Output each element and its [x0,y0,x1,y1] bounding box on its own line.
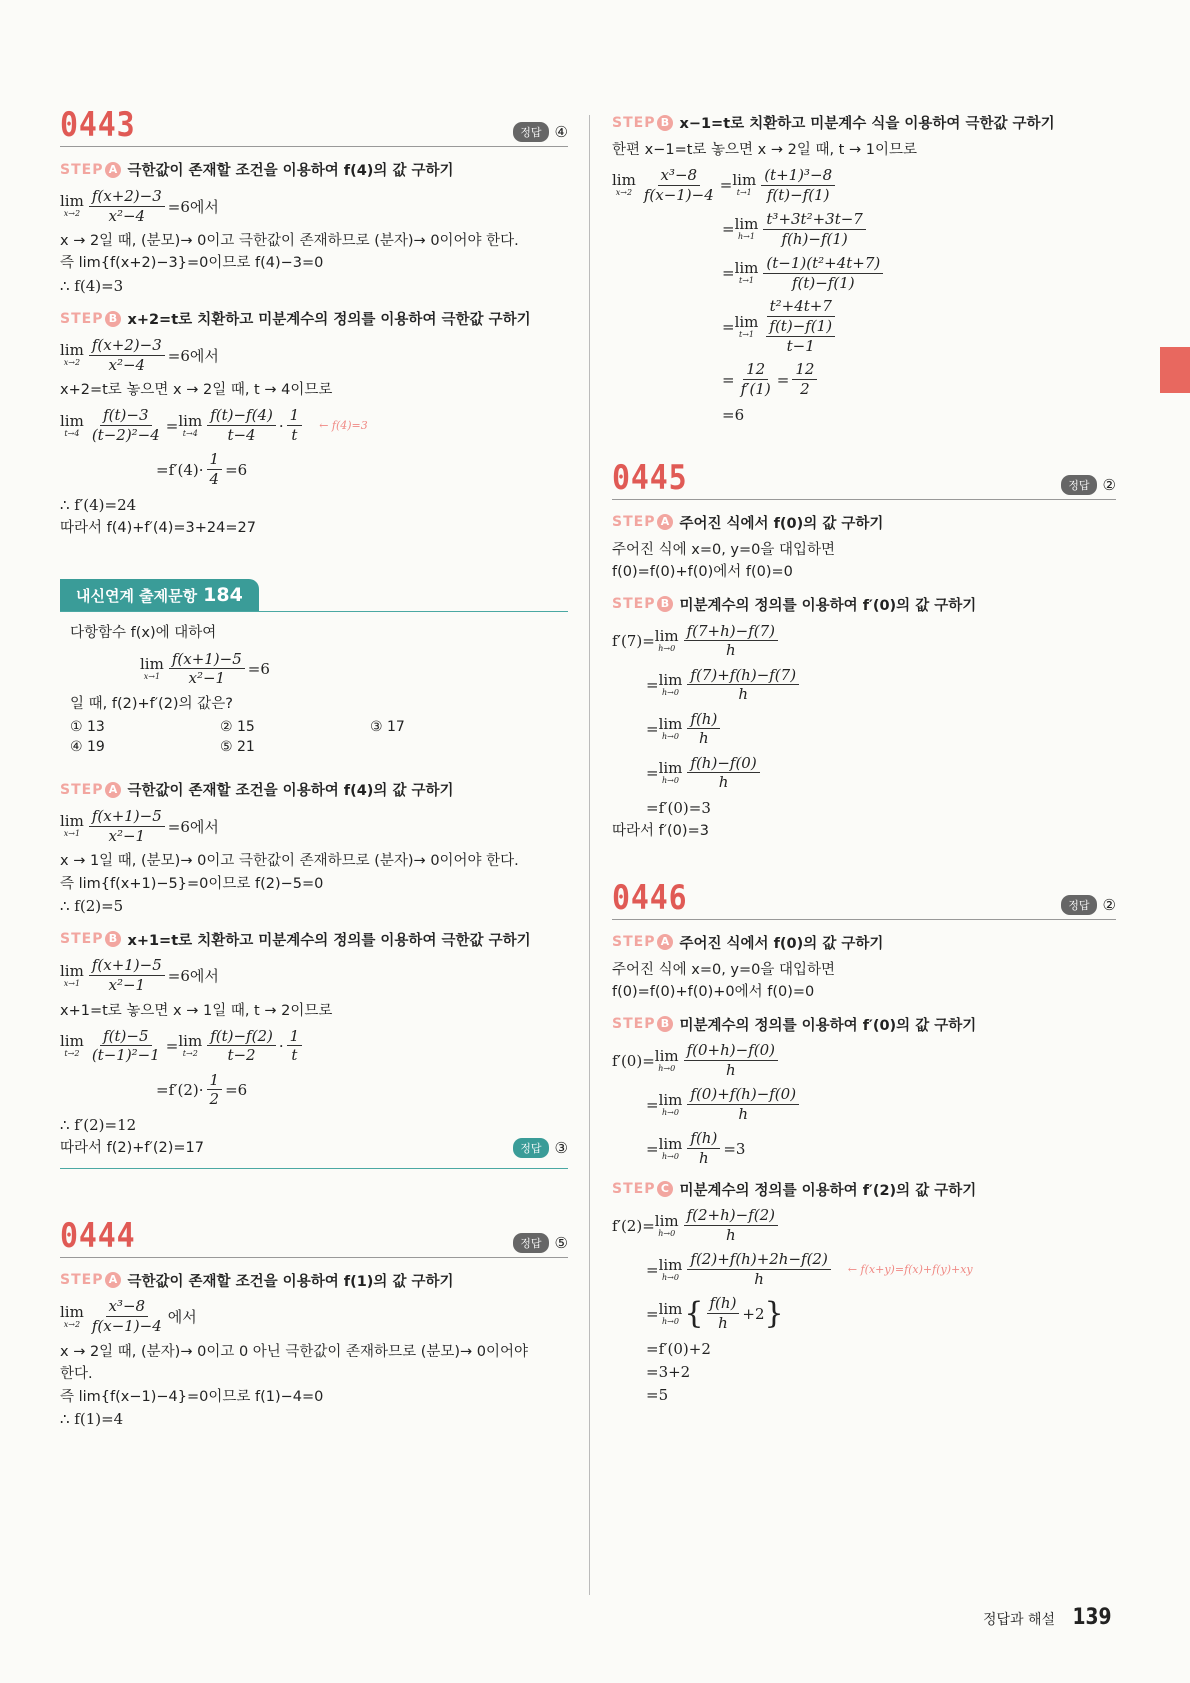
problem-header-0445 [612,457,1116,500]
text-line: 즉 lim{f(x+1)−5}=0이므로 f(2)−5=0 [60,875,324,892]
equation-line: =f′(4)· $\frac{1}{4}$ =6 [156,450,248,489]
answer-box [1061,475,1116,495]
text-line: ∴ f(4)=3 [60,276,124,295]
answer-badge: 정답 [1061,475,1096,495]
text-line: f(0)=f(0)+f(0)+0에서 f(0)=0 [612,984,815,1001]
step-tag: STEP C [612,1181,673,1197]
text-line: x → 2일 때, (분모)→ 0이고 극한값이 존재하므로 (분자)→ 0이어야 한다. [60,233,519,249]
equation-line: =f′(2)· $\frac{1}{2}$ =6 [156,1070,248,1109]
step-title: 극한값이 존재할 조건을 이용하여 f(4)의 값 구하기 [127,783,454,800]
step-tag: STEP B [60,931,121,947]
step-b-heading [60,308,568,329]
text-line: =5 [646,1386,669,1405]
answer-value: ③ [554,1138,568,1157]
equation-line: = $\frac{12}{f'(1)}$ = $\frac{12}{2}$ [612,360,1116,400]
answer-badge: 정답 [513,122,548,142]
step-title: 미분계수의 정의를 이용하여 f′(0)의 값 구하기 [679,1017,977,1034]
limit-equation: = lim h→0 $\frac{f(h)}{h}$ =3 [646,1129,746,1168]
answer-value: ⑤ [554,1233,568,1252]
answer-badge: 정답 [1061,895,1096,915]
answer-choices [70,719,568,755]
step-title: 미분계수의 정의를 이용하여 f′(0)의 값 구하기 [679,597,977,614]
chapter-edge-tab [1160,347,1190,393]
text-line: x+1=t로 놓으면 x → 1일 때, t → 2이므로 [60,1002,333,1019]
step-a-heading [60,1270,568,1291]
limit-equation: lim x→2 $\frac{\text{x³−8}}{f(x-1)-4}$ = lim t→1 $\frac{\text{(t+1)³−8}}{f(t)-f(1)}$ [612,165,1116,205]
limit-equation: f′(0)= lim h→0 $\frac{f(0+h)-f(0)}{h}$ [612,1041,1116,1081]
text-line: ∴ f(2)=5 [60,897,124,916]
step-tag: STEP A [60,162,121,178]
step-title: x+1=t로 치환하고 미분계수의 정의를 이용하여 극한값 구하기 [127,932,531,949]
text-line: =3+2 [646,1362,691,1381]
answer-badge: 정답 [513,1233,548,1253]
related-problem [60,579,568,1168]
problem-header-0444 [60,1215,568,1258]
answer-box [513,122,568,142]
text-line: =6 [722,405,745,424]
related-tab: 내신연계 출제문항 184 [60,579,259,611]
step-b-heading [612,594,1116,615]
limit-equation: = lim h→1 $\frac{\text{t³+3t²+3t−7}}{f(h)-f(1)}$ [612,209,1116,249]
step-a-heading [612,512,1116,533]
step-tag: STEP B [612,596,673,612]
related-header [60,579,568,612]
choice[interactable]: ① 13 [70,719,105,736]
text-line: 즉 lim{f(x+2)−3}=0이므로 f(4)−3=0 [60,255,324,272]
page-footer [983,1605,1115,1630]
text-line: 한편 x−1=t로 놓으면 x → 2일 때, t → 1이므로 [612,142,917,158]
text-line: 한다. [60,1366,93,1383]
limit-equation: = lim h→0 { $\frac{f(h)}{h}$ +2 } [646,1294,784,1333]
choice[interactable]: ② 15 [220,719,255,736]
section-rule [60,1168,568,1169]
limit-equation: lim x→1 $\frac{f(x+1)-5}{\text{x²−1}}$ =6에서 [60,956,219,994]
side-note: ← f(x+y)=f(x)+f(y)+xy [847,1263,973,1277]
step-a-heading [60,779,568,800]
step-title: 극한값이 존재할 조건을 이용하여 f(1)의 값 구하기 [127,1273,454,1290]
problem-header-0443 [60,105,568,147]
limit-equation: = lim h→0 $\frac{f(2)+f(h)+2h-f(2)}{h}$ ← f(x+y)=f(x)+f(y)+xy [646,1250,973,1289]
step-tag: STEP A [60,1272,121,1288]
limit-equation: f′(2)= lim h→0 $\frac{f(2+h)-f(2)}{h}$ [612,1206,1116,1246]
text-line: ∴ f′(4)=24 [60,495,137,514]
question-equation: lim x→1 $\frac{f(x+1)-5}{\text{x²−1}}$ =6 [140,649,270,688]
text-line: x → 1일 때, (분모)→ 0이고 극한값이 존재하므로 (분자)→ 0이어야 한다. [60,853,519,870]
answer-value: ④ [554,123,568,141]
step-title: 극한값이 존재할 조건을 이용하여 f(4)의 값 구하기 [127,163,454,179]
question-text: 다항함수 f(x)에 대하여 [70,625,217,642]
footer-title: 정답과 해설 [982,1612,1056,1628]
problem-number: 0443 [60,105,136,145]
question-text: 일 때, f(2)+f′(2)의 값은? [70,695,233,712]
text-line: f(0)=f(0)+f(0)에서 f(0)=0 [612,564,793,581]
choice[interactable]: ④ 19 [70,739,105,756]
text-line: 따라서 f(2)+f′(2)=17 [60,1140,204,1157]
text-line: =f′(0)+2 [646,1339,711,1358]
text-line: =f′(0)=3 [646,798,711,817]
step-tag: STEP B [612,1016,673,1032]
step-a-heading [612,932,1116,953]
text-line: 즉 lim{f(x−1)−4}=0이므로 f(1)−4=0 [60,1388,324,1405]
limit-equation: lim x→2 $\frac{f(x+2)-3}{\text{x²−4}}$ =6에서 [60,186,219,225]
step-title: x+2=t로 치환하고 미분계수의 정의를 이용하여 극한값 구하기 [127,312,531,329]
limit-equation: = lim t→1 $\frac{\text{(t−1)(t²+4t+7)}}{f(t)-f(1)}$ [612,253,1116,293]
text-line: x+2=t로 놓으면 x → 2일 때, t → 4이므로 [60,382,333,399]
text-line: x → 2일 때, (분자)→ 0이고 0 아닌 극한값이 존재하므로 (분모)→ 0이어야 [60,1343,529,1360]
column-divider [589,115,590,1595]
left-column [60,105,568,1431]
limit-equation: lim x→2 $\frac{f(x+2)-3}{\text{x²−4}}$ =6에서 [60,335,219,374]
right-column [612,112,1116,1407]
choice[interactable]: ③ 17 [370,719,405,736]
limit-equation: f′(7)= lim h→0 $\frac{f(7+h)-f(7)}{h}$ [612,621,1116,661]
step-tag: STEP A [60,782,121,798]
answer-value: ② [1102,895,1116,914]
step-title: 주어진 식에서 f(0)의 값 구하기 [679,935,884,952]
problem-number: 0446 [612,877,688,918]
step-tag: STEP A [612,934,673,950]
step-tag: STEP B [60,311,121,327]
step-tag: STEP A [612,514,673,530]
problem-header-0446 [612,877,1116,920]
text-line: ∴ f′(2)=12 [60,1115,137,1134]
page-number: 139 [1072,1605,1112,1630]
step-c-heading [612,1179,1116,1200]
step-title: 주어진 식에서 f(0)의 값 구하기 [679,515,884,532]
text-line: 따라서 f(4)+f′(4)=3+24=27 [60,519,256,536]
answer-value: ② [1102,475,1116,494]
answer-box [513,1138,568,1158]
text-line: 주어진 식에 x=0, y=0을 대입하면 [612,541,836,558]
limit-equation: lim t→4 $\frac{f(t)-3}{\text{(t−2)²−4}}$ = lim t→4 $\frac{f(t)-f(4)}{t-4}$ · $\frac{1}{t}$ ← f(4)=3 [60,406,368,445]
step-a-heading [60,159,568,180]
limit-equation: = lim h→0 $\frac{f(h)-f(0)}{h}$ [612,753,1116,793]
step-title: 미분계수의 정의를 이용하여 f′(2)의 값 구하기 [679,1182,977,1199]
step-b-heading [612,112,1116,133]
answer-box [1061,895,1116,915]
choice[interactable]: ⑤ 21 [220,739,255,756]
problem-number: 0444 [60,1215,136,1256]
text-line: ∴ f(1)=4 [60,1410,124,1429]
limit-equation: = lim h→0 $\frac{f(h)}{h}$ [612,709,1116,749]
limit-equation: = lim t→1 $\frac{\text{t²+4t+7}}{\frac{f(t)-f(1)}{t-1}}$ [612,297,1116,355]
limit-equation: lim x→2 $\frac{\text{x³−8}}{f(x-1)-4}$ 에서 [60,1297,197,1336]
side-note: ← f(4)=3 [319,419,368,433]
answer-box [513,1233,568,1253]
text-line: 따라서 f′(0)=3 [612,823,709,840]
answer-badge: 정답 [513,1138,548,1158]
limit-equation: lim t→2 $\frac{f(t)-5}{\text{(t−1)²−1}}$ = lim t→2 $\frac{f(t)-f(2)}{t-2}$ · $\frac{1}{t}$ [60,1026,568,1066]
problem-number: 0445 [612,457,688,498]
step-title: x−1=t로 치환하고 미분계수 식을 이용하여 극한값 구하기 [679,116,1055,132]
limit-equation: = lim h→0 $\frac{f(7)+f(h)-f(7)}{h}$ [612,665,1116,705]
limit-equation: lim x→1 $\frac{f(x+1)-5}{\text{x²−1}}$ =6에서 [60,807,219,845]
text-line: 주어진 식에 x=0, y=0을 대입하면 [612,961,836,978]
step-b-heading [60,929,568,950]
step-b-heading [612,1014,1116,1035]
step-tag: STEP B [612,115,673,131]
limit-equation: = lim h→0 $\frac{f(0)+f(h)-f(0)}{h}$ [612,1085,1116,1125]
